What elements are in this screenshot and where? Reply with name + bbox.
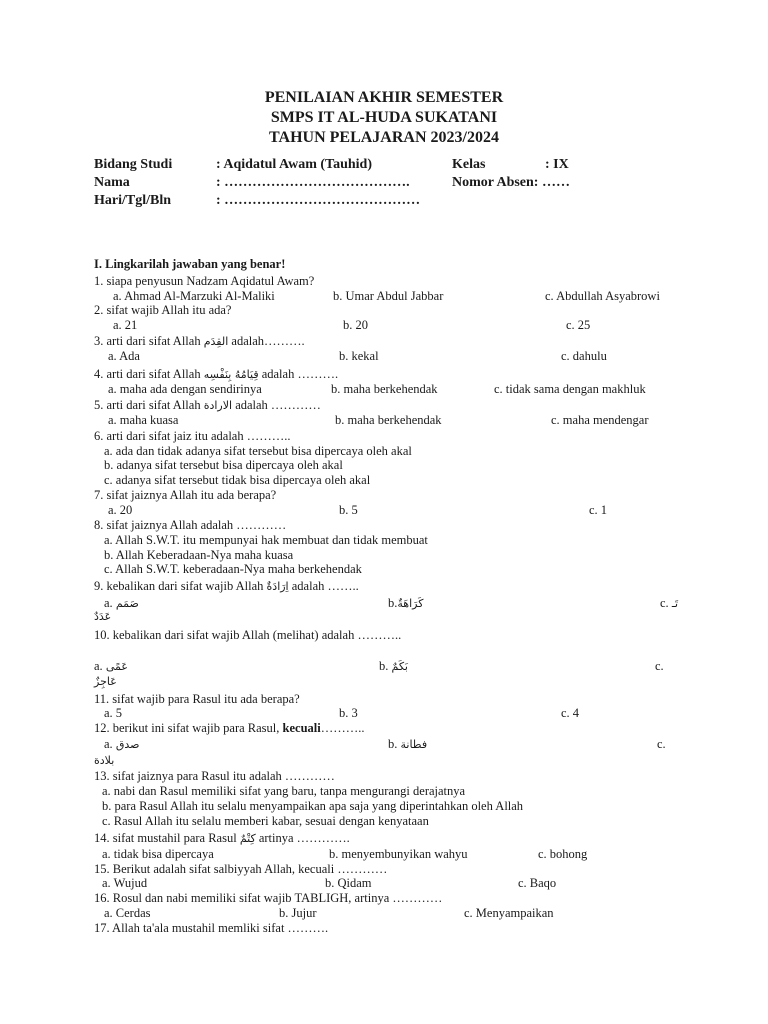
bidang-value: : Aqidatul Awam (Tauhid) — [216, 157, 372, 172]
q7-option-c[interactable]: c. 1 — [589, 503, 608, 517]
q6-option-c[interactable]: c. adanya sifat tersebut tidak bisa dipercaya oleh akal — [104, 473, 371, 487]
q2-option-b[interactable]: b. 20 — [343, 318, 368, 332]
q15-option-c[interactable]: c. Baqo — [518, 876, 557, 890]
q2-option-c[interactable]: c. 25 — [566, 318, 591, 332]
q12-option-b[interactable]: b. فطانة — [388, 737, 428, 751]
question-15: 15. Berikut adalah sifat salbiyyah Allah, kecuali ………… — [94, 862, 388, 876]
absen-field[interactable]: Nomor Absen: …… — [452, 175, 570, 190]
question-6: 6. arti dari sifat jaiz itu adalah ……….. — [94, 429, 291, 443]
q9-option-c-continued: عَدَدٌ — [94, 610, 112, 623]
q16-option-a[interactable]: a. Cerdas — [104, 906, 151, 920]
question-2: 2. sifat wajib Allah itu ada? — [94, 303, 232, 317]
question-13: 13. sifat jaiznya para Rasul itu adalah ………… — [94, 769, 335, 783]
q9-option-a[interactable]: a. صَمَم — [104, 596, 139, 610]
question-14: 14. sifat mustahil para Rasul كِتْمٌ artinya …………. — [94, 831, 350, 845]
bidang-label: Bidang Studi — [94, 157, 173, 172]
q10-option-a[interactable]: a. عَمًى — [94, 659, 128, 673]
q12-option-a[interactable]: a. صدق — [104, 737, 140, 751]
question-7: 7. sifat jaiznya Allah itu ada berapa? — [94, 488, 277, 502]
q8-option-a[interactable]: a. Allah S.W.T. itu mempunyai hak membuat dan tidak membuat — [104, 533, 428, 547]
question-11: 11. sifat wajib para Rasul itu ada berapa? — [94, 692, 300, 706]
q11-option-a[interactable]: a. 5 — [104, 706, 123, 720]
q16-option-c[interactable]: c. Menyampaikan — [464, 906, 554, 920]
q12-option-c-text: بلادة — [94, 754, 115, 767]
q2-option-a[interactable]: a. 21 — [113, 318, 138, 332]
q13-option-a[interactable]: a. nabi dan Rasul memiliki sifat yang baru, tanpa mengurangi derajatnya — [102, 784, 466, 798]
kelas-label: Kelas — [452, 157, 486, 172]
q11-option-b[interactable]: b. 3 — [339, 706, 358, 720]
q14-option-c[interactable]: c. bohong — [538, 847, 588, 861]
question-5: 5. arti dari sifat Allah الارادة adalah ………… — [94, 398, 321, 412]
question-4: 4. arti dari sifat Allah قِيَامُهُ بِنَفْسِه adalah ………. — [94, 367, 339, 381]
title-line-2: SMPS IT AL-HUDA SUKATANI — [270, 109, 498, 126]
q5-option-a[interactable]: a. maha kuasa — [108, 413, 179, 427]
q12-option-c[interactable]: c. — [657, 737, 666, 751]
q1-option-a[interactable]: a. Ahmad Al-Marzuki Al-Maliki — [113, 289, 275, 303]
question-12: 12. berikut ini sifat wajib para Rasul, kecuali……….. — [94, 721, 365, 735]
q4-option-b[interactable]: b. maha berkehendak — [331, 382, 438, 396]
q9-option-b[interactable]: b.كَرَاهَةٌ — [388, 596, 424, 610]
kelas-value: : IX — [545, 157, 569, 172]
q4-option-c[interactable]: c. tidak sama dengan makhluk — [494, 382, 646, 396]
q15-option-a[interactable]: a. Wujud — [102, 876, 148, 890]
question-3: 3. arti dari sifat Allah القِدَم adalah………. — [94, 334, 305, 348]
question-10: 10. kebalikan dari sifat wajib Allah (melihat) adalah ……….. — [94, 628, 402, 642]
title-line-3: TAHUN PELAJARAN 2023/2024 — [269, 129, 499, 146]
q3-option-c[interactable]: c. dahulu — [561, 349, 607, 363]
exam-header — [0, 88, 768, 148]
q15-option-b[interactable]: b. Qidam — [325, 876, 372, 890]
q16-option-b[interactable]: b. Jujur — [279, 906, 317, 920]
q10-option-b[interactable]: b. بَكَمٌ — [379, 659, 408, 673]
q4-option-a[interactable]: a. maha ada dengan sendirinya — [108, 382, 262, 396]
q7-option-a[interactable]: a. 20 — [108, 503, 133, 517]
q8-option-b[interactable]: b. Allah Keberadaan-Nya maha kuasa — [104, 548, 294, 562]
q6-option-b[interactable]: b. adanya sifat tersebut bisa dipercaya oleh akal — [104, 458, 343, 472]
hari-label: Hari/Tgl/Bln — [94, 193, 172, 208]
question-16: 16. Rosul dan nabi memiliki sifat wajib TABLIGH, artinya ………… — [94, 891, 443, 905]
q1-option-c[interactable]: c. Abdullah Asyabrowi — [545, 289, 660, 303]
title-line-1: PENILAIAN AKHIR SEMESTER — [264, 89, 504, 106]
q10-option-c[interactable]: c. — [655, 659, 664, 673]
q5-option-c[interactable]: c. maha mendengar — [551, 413, 649, 427]
section-instruction: I. Lingkarilah jawaban yang benar! — [94, 257, 286, 271]
nama-field[interactable]: : …………………………………. — [216, 175, 410, 190]
q11-option-c[interactable]: c. 4 — [561, 706, 580, 720]
q9-option-c[interactable]: c. تَـ — [660, 596, 679, 610]
question-8: 8. sifat jaiznya Allah adalah ………… — [94, 518, 287, 532]
q10-option-c-text: عَاجِزٌ — [94, 675, 117, 688]
hari-field[interactable]: : …………………………………… — [216, 193, 421, 208]
question-17: 17. Allah ta'ala mustahil memliki sifat ………. — [94, 921, 329, 935]
q6-option-a[interactable]: a. ada dan tidak adanya sifat tersebut bisa dipercaya oleh akal — [104, 444, 412, 458]
q14-option-b[interactable]: b. menyembunyikan wahyu — [329, 847, 468, 861]
q14-option-a[interactable]: a. tidak bisa dipercaya — [102, 847, 214, 861]
q13-option-c[interactable]: c. Rasul Allah itu selalu memberi kabar, sesuai dengan kenyataan — [102, 814, 429, 828]
q3-option-a[interactable]: a. Ada — [108, 349, 140, 363]
nama-label: Nama — [94, 175, 130, 190]
q3-option-b[interactable]: b. kekal — [339, 349, 379, 363]
q1-option-b[interactable]: b. Umar Abdul Jabbar — [333, 289, 444, 303]
q13-option-b[interactable]: b. para Rasul Allah itu selalu menyampaikan apa saja yang diperintahkan oleh Allah — [102, 799, 524, 813]
question-9: 9. kebalikan dari sifat wajib Allah اِرَادَةٌ adalah …….. — [94, 579, 359, 593]
question-1: 1. siapa penyusun Nadzam Aqidatul Awam? — [94, 274, 315, 288]
q7-option-b[interactable]: b. 5 — [339, 503, 358, 517]
q8-option-c[interactable]: c. Allah S.W.T. keberadaan-Nya maha berkehendak — [104, 562, 362, 576]
q5-option-b[interactable]: b. maha berkehendak — [335, 413, 442, 427]
